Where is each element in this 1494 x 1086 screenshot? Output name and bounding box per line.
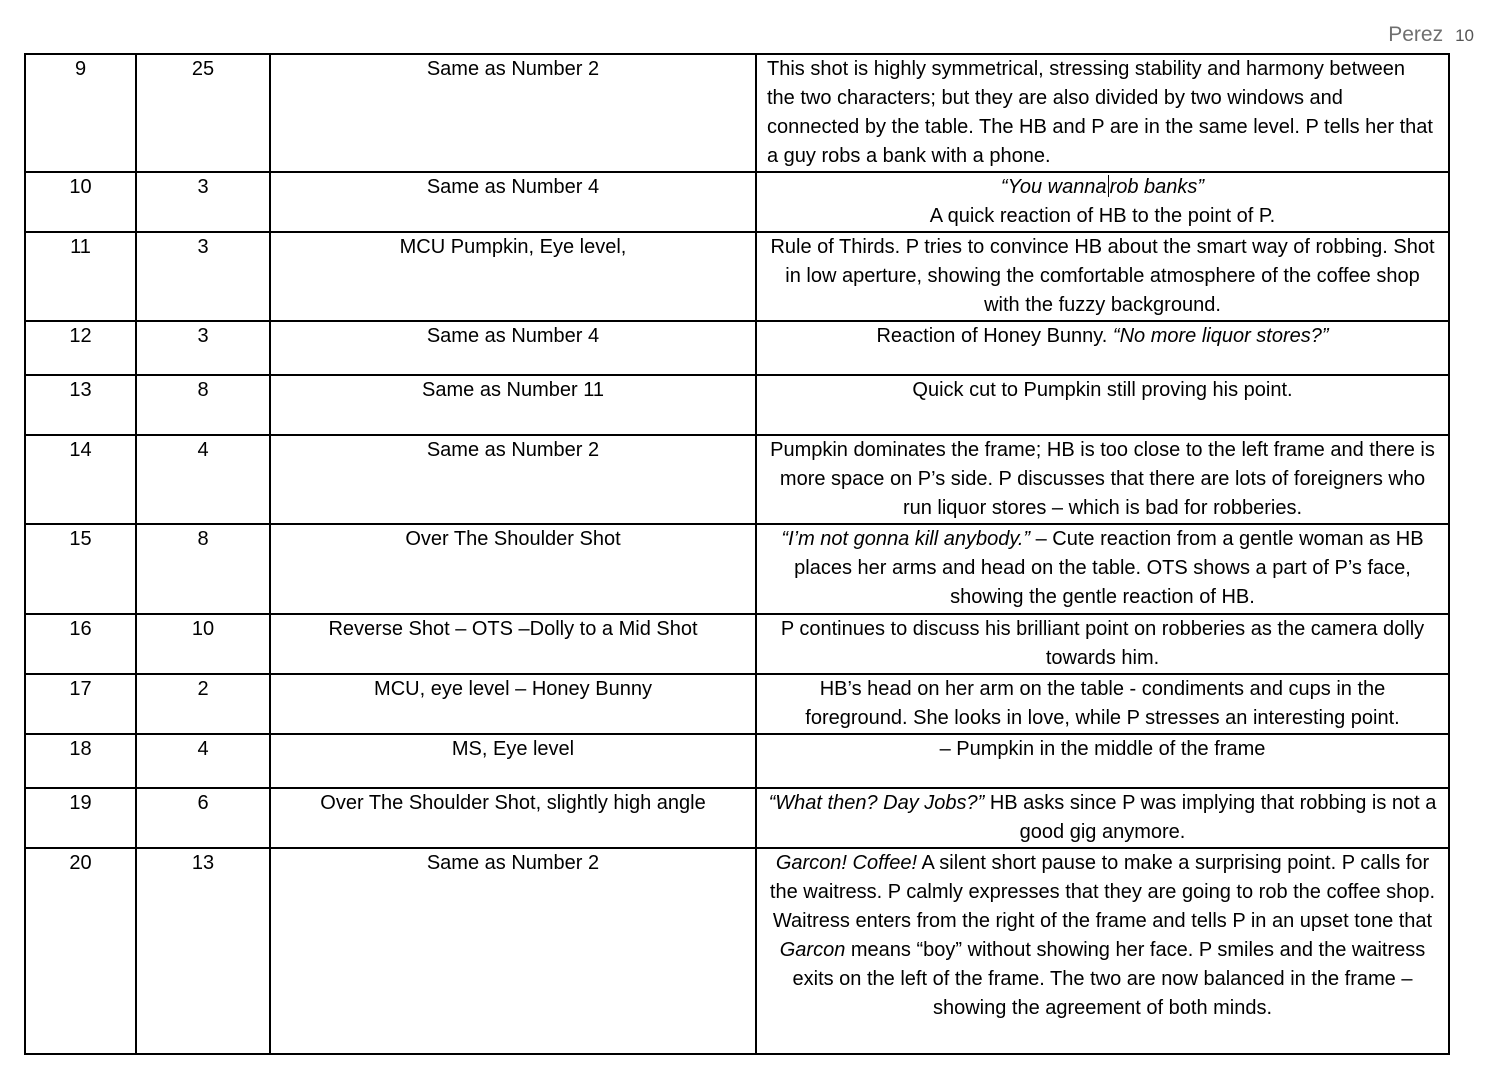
description-text: HB asks since P was implying that robbing is not a good gig anymore. [984, 792, 1437, 843]
description-cell [756, 435, 1449, 524]
framing-cell: Same as Number 2 [270, 435, 756, 524]
framing-cell: Same as Number 4 [270, 321, 756, 375]
description-cell [756, 232, 1449, 321]
page-header [1388, 22, 1474, 49]
table-row [25, 848, 1449, 1054]
shot-number-cell: 20 [25, 848, 136, 1054]
author-name: Perez [1388, 23, 1444, 46]
table-row [25, 375, 1449, 435]
duration-cell: 4 [136, 435, 270, 524]
description-cell [756, 674, 1449, 734]
table-row [25, 734, 1449, 788]
framing-cell: Over The Shoulder Shot [270, 524, 756, 614]
shot-number-cell: 17 [25, 674, 136, 734]
duration-cell: 25 [136, 54, 270, 172]
shot-number-cell: 11 [25, 232, 136, 321]
shot-number-cell: 18 [25, 734, 136, 788]
description-text: “You wanna [1000, 176, 1107, 198]
shot-number-cell: 15 [25, 524, 136, 614]
shot-number-cell: 19 [25, 788, 136, 848]
description-text: “No more liquor stores?” [1112, 325, 1329, 347]
description-text: This shot is highly symmetrical, stressing stability and harmony between the two characters; but they are also divided by two windows and connected by the table. The HB and P are in the same level. P tells her that a guy robs a bank with a phone. [767, 58, 1433, 167]
description-text: Garcon [779, 939, 846, 961]
description-cell [756, 172, 1449, 232]
framing-cell: Over The Shoulder Shot, slightly high angle [270, 788, 756, 848]
description-cell [756, 54, 1449, 172]
shot-number-cell: 14 [25, 435, 136, 524]
description-text: Pumpkin dominates the frame; HB is too close to the left frame and there is more space on P’s side. P discusses that there are lots of foreigners who run liquor stores – which is bad for robberies. [770, 439, 1435, 519]
description-text: means “boy” without showing her face. P smiles and the waitress exits on the left of the frame. The two are now balanced in the frame – showing the agreement of both minds. [792, 939, 1426, 1019]
table-row [25, 172, 1449, 232]
duration-cell: 13 [136, 848, 270, 1054]
table-row [25, 321, 1449, 375]
text-cursor [1108, 175, 1109, 197]
duration-cell: 3 [136, 172, 270, 232]
framing-cell: Same as Number 4 [270, 172, 756, 232]
description-text: Rule of Thirds. P tries to convince HB about the smart way of robbing. Shot in low aperture, showing the comfortable atmosphere of the coffee shop with the fuzzy background. [770, 236, 1435, 316]
table-row [25, 54, 1449, 172]
description-text: HB’s head on her arm on the table - condiments and cups in the foreground. She looks in love, while P stresses an interesting point. [805, 678, 1400, 729]
framing-cell: MS, Eye level [270, 734, 756, 788]
framing-cell: Reverse Shot – OTS –Dolly to a Mid Shot [270, 614, 756, 674]
duration-cell: 6 [136, 788, 270, 848]
description-cell [756, 321, 1449, 375]
shot-number-cell: 12 [25, 321, 136, 375]
page-number: 10 [1455, 26, 1474, 45]
shot-number-cell: 16 [25, 614, 136, 674]
description-text: Reaction of Honey Bunny. [876, 325, 1113, 347]
framing-cell: MCU Pumpkin, Eye level, [270, 232, 756, 321]
description-text: “I’m not gonna kill anybody.” [781, 528, 1031, 550]
framing-cell: Same as Number 2 [270, 848, 756, 1054]
description-cell [756, 524, 1449, 614]
duration-cell: 3 [136, 232, 270, 321]
description-cell [756, 614, 1449, 674]
description-text: Garcon! Coffee! [775, 852, 918, 874]
framing-cell: Same as Number 2 [270, 54, 756, 172]
description-text: Quick cut to Pumpkin still proving his point. [912, 379, 1293, 401]
table-row [25, 674, 1449, 734]
description-cell [756, 734, 1449, 788]
description-text: A silent short pause to make a surprising point. P calls for the waitress. P calmly expresses that they are going to rob the coffee shop. Waitress enters from the right of the frame and tells P in an upset tone that [769, 852, 1436, 932]
framing-cell: MCU, eye level – Honey Bunny [270, 674, 756, 734]
description-text: rob banks” [1109, 176, 1205, 198]
table-row [25, 435, 1449, 524]
framing-cell: Same as Number 11 [270, 375, 756, 435]
description-text: “What then? Day Jobs?” [768, 792, 985, 814]
shot-list-body [25, 54, 1449, 1054]
table-row [25, 524, 1449, 614]
duration-cell: 4 [136, 734, 270, 788]
description-cell [756, 788, 1449, 848]
duration-cell: 10 [136, 614, 270, 674]
duration-cell: 3 [136, 321, 270, 375]
description-text: P continues to discuss his brilliant point on robberies as the camera dolly towards him. [780, 618, 1425, 669]
duration-cell: 8 [136, 524, 270, 614]
duration-cell: 2 [136, 674, 270, 734]
description-text: – Pumpkin in the middle of the frame [939, 738, 1266, 760]
table-row [25, 788, 1449, 848]
description-text: A quick reaction of HB to the point of P. [929, 205, 1276, 227]
description-cell [756, 375, 1449, 435]
table-row [25, 614, 1449, 674]
shot-number-cell: 9 [25, 54, 136, 172]
duration-cell: 8 [136, 375, 270, 435]
shot-number-cell: 10 [25, 172, 136, 232]
description-text: – Cute reaction from a gentle woman as HB places her arms and head on the table. OTS shows a part of P’s face, showing the gentle reaction of HB. [794, 528, 1424, 608]
shot-number-cell: 13 [25, 375, 136, 435]
table-row [25, 232, 1449, 321]
description-cell [756, 848, 1449, 1054]
shot-list-table [24, 53, 1450, 1055]
